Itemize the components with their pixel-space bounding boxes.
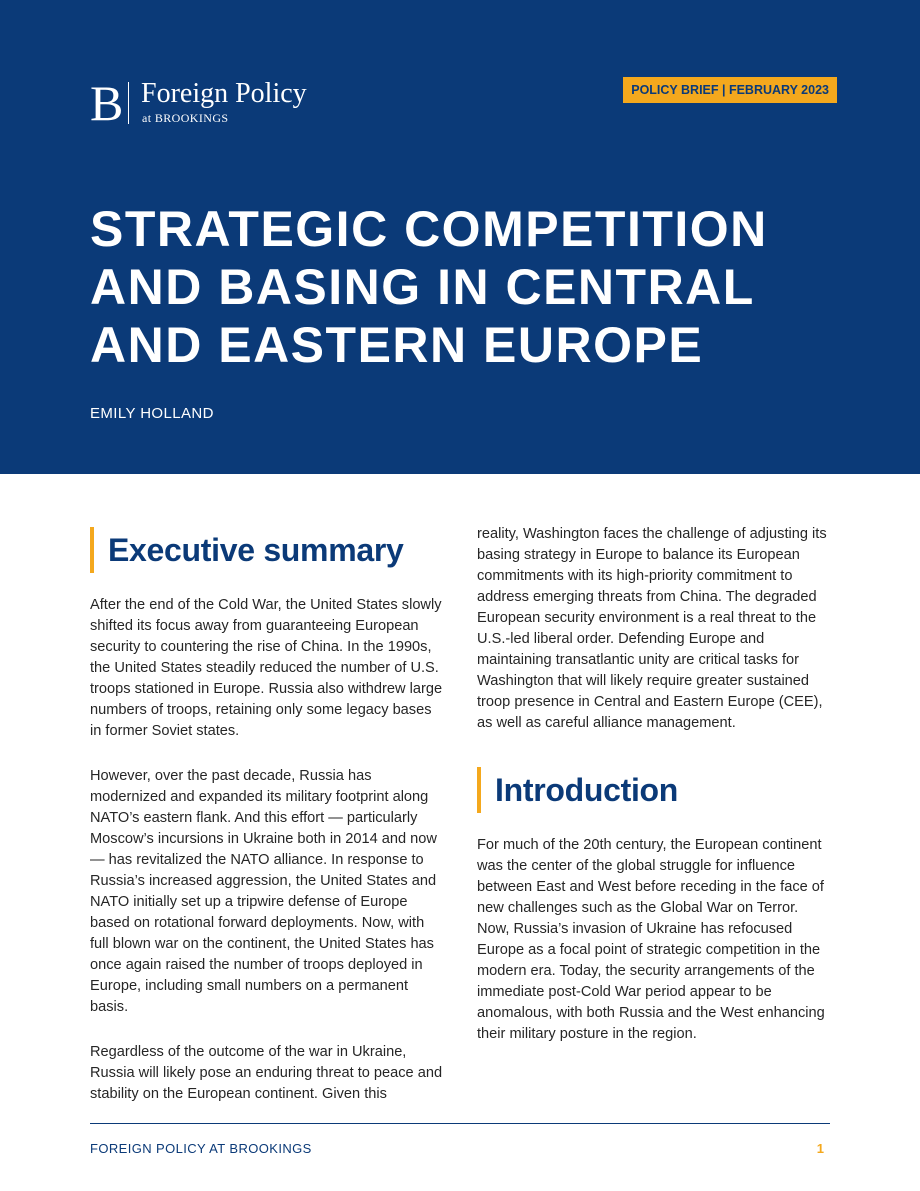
logo-mark: B [90,75,124,131]
page-number: 1 [816,1141,824,1156]
executive-summary-heading: Executive summary [90,527,446,573]
footer-divider [90,1123,830,1124]
left-column [90,527,446,1105]
introduction-heading: Introduction [477,767,833,813]
footer-label: FOREIGN POLICY AT BROOKINGS [90,1141,312,1156]
logo-subtitle: at BROOKINGS [142,111,229,125]
author-name: EMILY HOLLAND [90,405,214,422]
logo-divider [128,82,129,124]
introduction-paragraph-1: For much of the 20th century, the European continent was the center of the global struggle for influence between East and West before receding in the face of new challenges such as the Global War on Terror. Now, Russia’s invasion of Ukraine has refocused Europe as a focal point of strategic competition in the modern era. Today, the security arrangements of the immediate post-Cold War period appear to be anomalous, with both Russia and the West enhancing their military posture in the region. [477,837,825,1042]
executive-summary-paragraph-3-continued: reality, Washington faces the challenge of adjusting its basing strategy in Europe to balance its European commitments with its high-priority commitment to address emerging threats from China. The degraded European security environment is a real threat to the U.S.-led liberal order. Defending Europe and maintaining transatlantic unity are critical tasks for Washington that will likely require greater sustained troop presence in Central and Eastern Europe (CEE), as well as careful alliance management. [477,526,827,731]
right-column [477,527,833,1045]
executive-summary-paragraph-3: Regardless of the outcome of the war in Ukraine, Russia will likely pose an enduring threat to peace and stability on the European continent. Given this [90,1044,443,1102]
executive-summary-paragraph-2: However, over the past decade, Russia has modernized and expanded its military footprint along NATO’s eastern flank. And this effort — particularly Moscow’s incursions in Ukraine both in 2014 and now — has revitalized the NATO alliance. In response to Russia’s increased aggression, the United States and NATO initially set up a tripwire defense of Europe based on rotational forward deployments. Now, with full blown war on the continent, the United States has once again raised the number of troops deployed in Europe, including small numbers on a permanent basis. [90,768,437,1015]
logo-name: Foreign Policy [141,78,307,109]
policy-brief-badge: POLICY BRIEF | FEBRUARY 2023 [623,77,837,103]
cover-header [0,0,920,474]
document-title: STRATEGIC COMPETITION AND BASING IN CENTRAL AND EASTERN EUROPE [90,201,768,373]
executive-summary-paragraph-1: After the end of the Cold War, the United States slowly shifted its focus away from guaranteeing European security to countering the rise of China. In the 1990s, the United States steadily reduced the number of U.S. troops stationed in Europe. Russia also withdrew large numbers of troops, retaining only some legacy bases in former Soviet states. [90,597,443,739]
